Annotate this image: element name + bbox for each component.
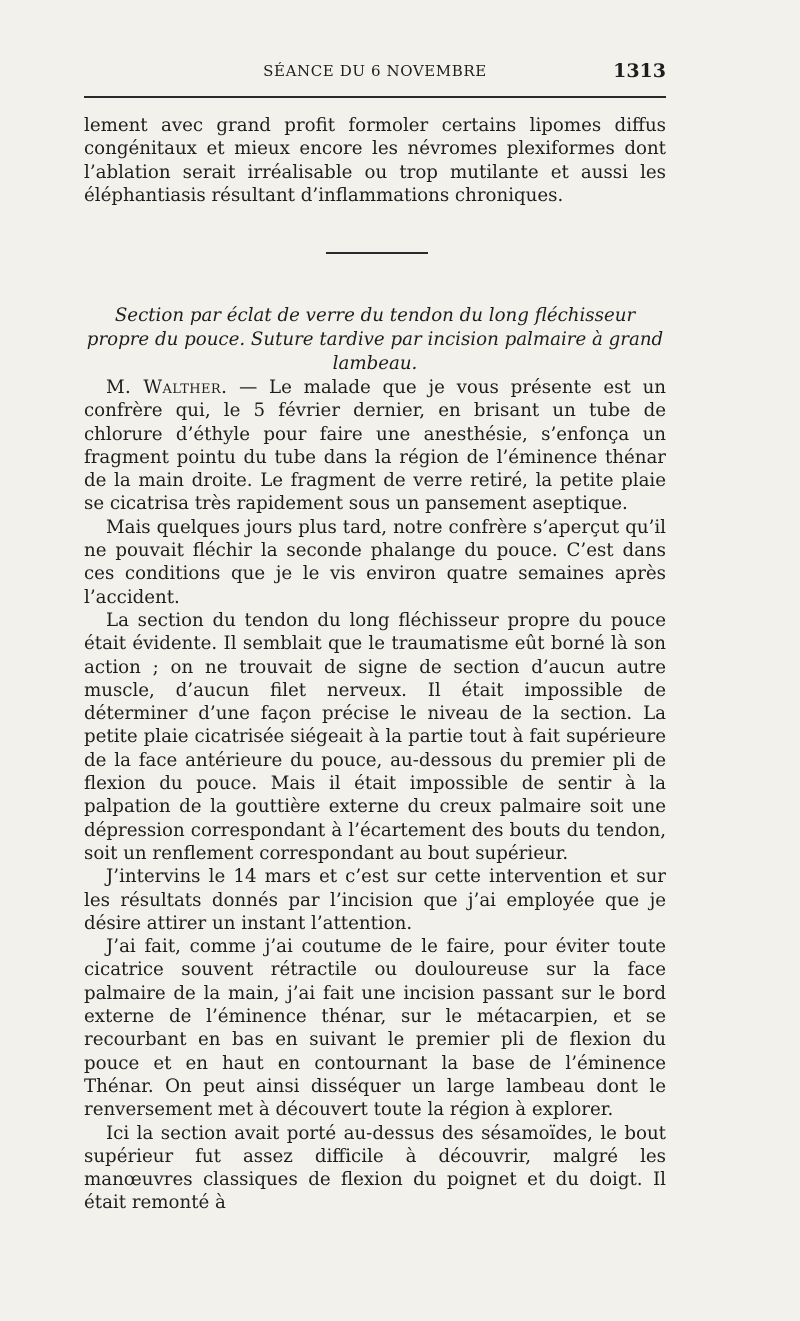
page-number: 1313 bbox=[613, 60, 666, 82]
paragraph-1-text: — Le malade que je vous présente est un confrère qui, le 5 février dernier, en brisant un tube de chlorure d’éthyle pour faire une anesthésie, s’enfonça un fragment pointu du tube dans la région de l’éminence thénar de la main droite. Le fragment de verre retiré, la petite plaie se cicatrisa très rapidement sous un pansement aseptique. bbox=[84, 377, 666, 515]
speaker-name: M. Walther. bbox=[106, 377, 228, 398]
paragraph-6: Ici la section avait porté au-dessus des sésamoïdes, le bout supérieur fut assez difficile à découvrir, malgré les manœuvres classiques de flexion du poignet et du doigt. Il était remonté à bbox=[84, 1122, 666, 1214]
paragraph-5: J’ai fait, comme j’ai coutume de le faire, pour éviter toute cicatrice souvent rétractile ou douloureuse sur la face palmaire de la main, j’ai fait une incision passant sur le bord externe de l’éminence thénar, sur le métacarpien, et se recourbant en bas en suivant le premier pli de flexion du pouce et en haut en contournant la base de l’éminence Thénar. On peut ainsi disséquer un large lambeau dont le renversement met à découvert toute la région à explorer. bbox=[84, 936, 666, 1121]
running-title: SÉANCE DU 6 NOVEMBRE bbox=[263, 62, 487, 80]
paragraph-2: Mais quelques jours plus tard, notre confrère s’aperçut qu’il ne pouvait fléchir la seconde phalange du pouce. C’est dans ces conditions que je le vis environ quatre semaines après l’accident. bbox=[84, 516, 666, 608]
intro-text bbox=[84, 114, 666, 207]
section-separator bbox=[326, 252, 428, 254]
main-text bbox=[84, 376, 666, 1215]
page-header bbox=[84, 56, 666, 90]
paragraph-1 bbox=[84, 376, 666, 516]
paragraph-3: La section du tendon du long fléchisseur propre du pouce était évidente. Il semblait que le traumatisme eût borné là son action ; on ne trouvait de signe de section d’aucun autre muscle, d’aucun filet nerveux. Il était impossible de déterminer d’une façon précise le niveau de la section. La petite plaie cicatrisée siégeait à la partie tout à fait supérieure de la face antérieure du pouce, au-dessous du premier pli de flexion du pouce. Mais il était impossible de sentir à la palpation de la gouttière externe du creux palmaire soit une dépression correspondant à l’écartement des bouts du tendon, soit un renflement correspondant au bout supérieur. bbox=[84, 609, 666, 864]
paragraph-4: J’intervins le 14 mars et c’est sur cette intervention et sur les résultats donnés par l’incision que j’ai employée que je désire attirer un instant l’attention. bbox=[84, 866, 666, 934]
section-title: Section par éclat de verre du tendon du long fléchisseur propre du pouce. Suture tardive par incision palmaire à grand lambeau. bbox=[86, 305, 664, 374]
intro-paragraph: lement avec grand profit formoler certains lipomes diffus congénitaux et mieux encore les névromes plexiformes dont l’ablation serait irréalisable ou trop mutilante et aussi les éléphantiasis résultant d’inflammations chroniques. bbox=[84, 115, 666, 206]
header-rule bbox=[84, 96, 666, 98]
